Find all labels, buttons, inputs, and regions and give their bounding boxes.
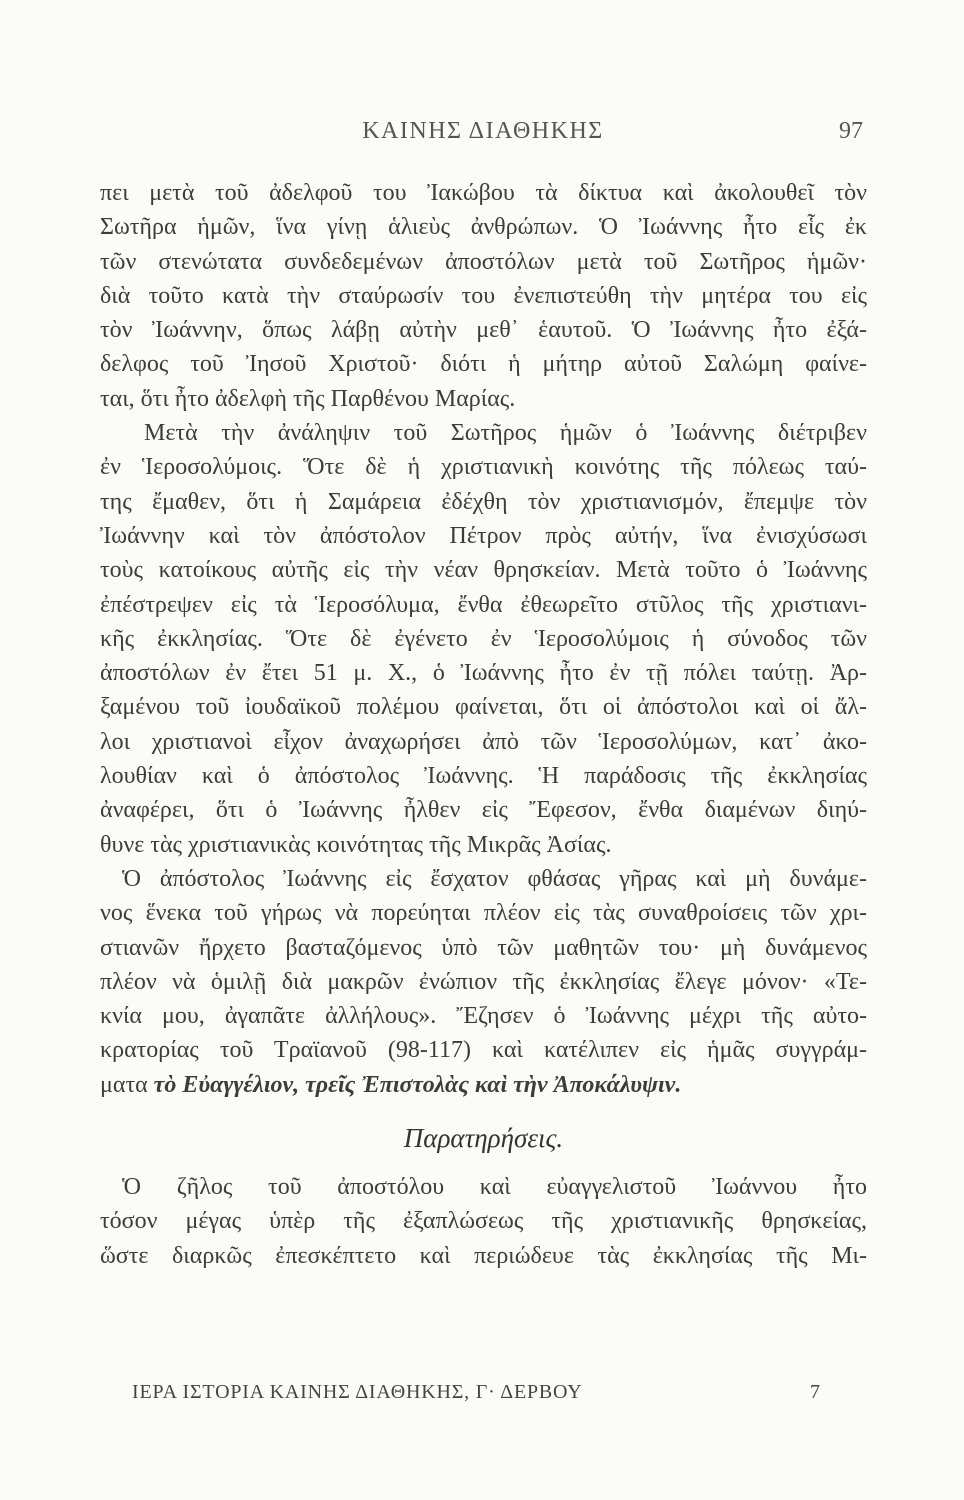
text-line: πει μετὰ τοῦ ἀδελφοῦ του Ἰακώβου τὰ δίκτυα καὶ ἀκολουθεῖ τὸν <box>100 180 867 206</box>
closing-line-lead: ματα <box>100 1071 154 1098</box>
text-line: ἀναφέρει, ὅτι ὁ Ἰωάννης ἦλθεν εἰς Ἔφεσον, ἔνθα διαμένων διηύ- <box>100 797 867 824</box>
text-line: Ὁ ζῆλος τοῦ ἀποστόλου καὶ εὐαγγελιστοῦ Ἰωάννου ἦτο <box>122 1174 867 1201</box>
paragraph-4 <box>100 1170 867 1273</box>
section-heading: Παρατηρήσεις. <box>403 1123 564 1154</box>
text-line: κρατορίας τοῦ Τραϊανοῦ (98-117) καὶ κατέλιπεν εἰς ἡμᾶς συγγράμ- <box>100 1037 867 1064</box>
text-line: ται, ὅτι ἦτο ἀδελφὴ τῆς Παρθένου Μαρίας. <box>100 385 516 412</box>
body-text <box>100 176 867 1273</box>
text-line: Ἰωάννην καὶ τὸν ἀπόστολον Πέτρον πρὸς αὐτήν, ἵνα ἐνισχύσωσι <box>100 522 867 549</box>
text-line: τοὺς κατοίκους αὐτῆς εἰς τὴν νέαν θρησκείαν. Μετὰ τοῦτο ὁ Ἰωάννης <box>100 557 867 584</box>
text-line: ἐν Ἱεροσολύμοις. Ὅτε δὲ ἡ χριστιανικὴ κοινότης τῆς πόλεως ταύ- <box>100 454 867 481</box>
paragraph-1 <box>100 176 867 416</box>
works-list: τὸ Εὐαγγέλιον, τρεῖς Ἐπιστολὰς καὶ τὴν Ἀποκάλυψιν. <box>153 1071 682 1098</box>
text-line: στιανῶν ἤρχετο βασταζόμενος ὑπὸ τῶν μαθητῶν του· μὴ δυνάμενος <box>100 934 867 961</box>
text-line: λουθίαν καὶ ὁ ἀπόστολος Ἰωάννης. Ἡ παράδοσις τῆς ἐκκλησίας <box>100 763 867 790</box>
text-line: τόσον μέγας ὑπὲρ τῆς ἐξαπλώσεως τῆς χριστιανικῆς θρησκείας, <box>100 1208 867 1235</box>
text-line: ἀποστόλων ἐν ἔτει 51 μ. Χ., ὁ Ἰωάννης ἦτο ἐν τῇ πόλει ταύτῃ. Ἀρ- <box>100 660 867 687</box>
text-line: διὰ τοῦτο κατὰ τὴν σταύρωσίν του ἐνεπιστεύθη τὴν μητέρα του εἰς <box>100 282 867 309</box>
page-number: 97 <box>839 118 863 144</box>
text-line: Μετὰ τὴν ἀνάληψιν τοῦ Σωτῆρος ἡμῶν ὁ Ἰωάννης διέτριβεν <box>144 420 867 447</box>
text-line: κνία μου, ἀγαπᾶτε ἀλλήλους». Ἔζησεν ὁ Ἰωάννης μέχρι τῆς αὐτο- <box>100 1003 867 1030</box>
running-title: ΚΑΙΝΗΣ ΔΙΑΘΗΚΗΣ <box>362 118 604 144</box>
text-line: κῆς ἐκκλησίας. Ὅτε δὲ ἐγένετο ἐν Ἱεροσολύμοις ἡ σύνοδος τῶν <box>100 625 867 652</box>
text-line: νος ἕνεκα τοῦ γήρως νὰ πορεύηται πλέον εἰς τὰς συναθροίσεις τῶν χρι- <box>100 900 867 927</box>
text-line: ὥστε διαρκῶς ἐπεσκέπτετο καὶ περιώδευε τὰς ἐκκλησίας τῆς Μι- <box>100 1242 867 1269</box>
text-line: δελφος τοῦ Ἰησοῦ Χριστοῦ· διότι ἡ μήτηρ αὐτοῦ Σαλώμη φαίνε- <box>100 351 867 378</box>
text-line: ξαμένου τοῦ ἰουδαϊκοῦ πολέμου φαίνεται, ὅτι οἱ ἀπόστολοι καὶ οἱ ἄλ- <box>100 694 867 721</box>
text-line: τὸν Ἰωάννην, ὅπως λάβῃ αὐτὴν μεθ᾽ ἑαυτοῦ. Ὁ Ἰωάννης ἦτο ἐξά- <box>100 317 867 344</box>
text-line: ἐπέστρεψεν εἰς τὰ Ἱεροσόλυμα, ἔνθα ἐθεωρεῖτο στῦλος τῆς χριστιανι- <box>100 591 867 618</box>
text-line: Ὁ ἀπόστολος Ἰωάννης εἰς ἔσχατον φθάσας γῆρας καὶ μὴ δυνάμε- <box>122 865 867 892</box>
page-header <box>103 118 863 148</box>
text-line: τῶν στενώτατα συνδεδεμένων ἀποστόλων μετὰ τοῦ Σωτῆρος ἡμῶν· <box>100 248 867 275</box>
paragraph-3 <box>100 862 867 1102</box>
text-line: της ἔμαθεν, ὅτι ἡ Σαμάρεια ἐδέχθη τὸν χριστιανισμόν, ἔπεμψε τὸν <box>100 488 867 515</box>
signature-number: 7 <box>810 1381 820 1403</box>
text-line: λοι χριστιανοὶ εἶχον ἀναχωρήσει ἀπὸ τῶν Ἱεροσολύμων, κατ᾽ ἀκο- <box>100 728 867 755</box>
text-line <box>100 1068 867 1102</box>
text-line: θυνε τὰς χριστιανικὰς κοινότητας τῆς Μικρᾶς Ἀσίας. <box>100 831 612 858</box>
text-line: Σωτῆρα ἡμῶν, ἵνα γίνῃ ἁλιεὺς ἀνθρώπων. Ὁ Ἰωάννης ἦτο εἷς ἐκ <box>100 214 867 241</box>
text-line: πλέον νὰ ὁμιλῇ διὰ μακρῶν ἐνώπιον τῆς ἐκκλησίας ἔλεγε μόνον· «Τε- <box>100 968 867 995</box>
paragraph-2 <box>100 416 867 862</box>
page-footer <box>132 1381 820 1411</box>
footer-title: ΙΕΡΑ ΙΣΤΟΡΙΑ ΚΑΙΝΗΣ ΔΙΑΘΗΚΗΣ, Γ· ΔΕΡΒΟΥ <box>132 1381 583 1403</box>
